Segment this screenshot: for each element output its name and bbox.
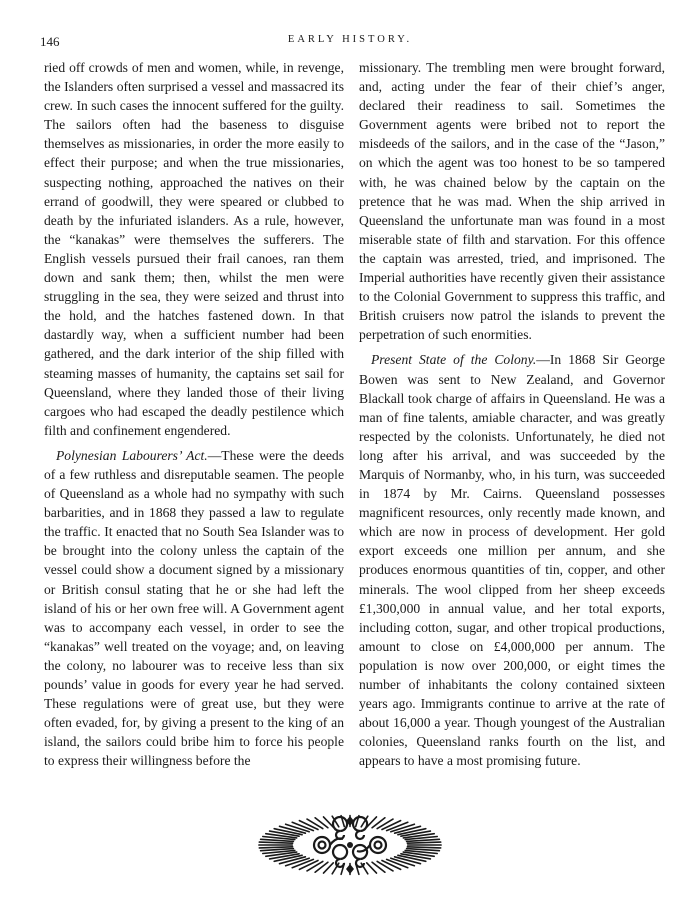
paragraph-labourers-act xyxy=(44,446,344,771)
right-column xyxy=(359,58,665,770)
paragraph-missionary-bribery: missionary. The trembling men were brought forward, and, acting under the fear of their chief’s anger, declared their readiness to sail. Sometimes the Government agents were bribed not to report the misdeeds of the sailors, and in the case of the “Jason,” on which the agent was too honest to be so tampered with, he was chained below by the captain on the pretence that he was mad. When the ship arrived in Queensland the unfortunate man was found in a most miserable state of filth and starvation. For this offence the captain was arrested, tried, and imprisoned. The Imperial authorities have recently given their assistance to the Colonial Government to suppress this traffic, and British cruisers now patrol the islands to prevent the perpetration of such enormities. xyxy=(359,60,665,343)
section-heading-present-state: Present State of the Colony. xyxy=(371,352,537,368)
section-heading-labourers-act: Polynesian Labourers’ Act. xyxy=(56,447,208,463)
left-column xyxy=(44,58,344,770)
paragraph-kanaka-raids: ried off crowds of men and women, while, in revenge, the Islanders often surprised a vessel and massacred its crew. In such cases the innocent suffered for the guilty. The sailors often had the baseness to disguise themselves as missionaries, in order the more easily to effect their purpose; and when the true missionaries, suspecting nothing, approached the natives on their errand of goodwill, they were speared or clubbed to death by the infuriated islanders. As a rule, however, the “kanakas” were themselves the sufferers. The English vessels pursued their frail canoes, ran them down and sank them; then, whilst the men were struggling in the sea, they were seized and thrust into the hold, and the hatches fastened down. In that dastardly way, when a sufficient number had been gathered, and the dark interior of the ship filled with steaming masses of humanity, the captains set sail for Queensland, where they landed those of their living cargoes who had escaped the deadly pestilence which filth and confinement engendered. xyxy=(44,60,344,438)
ornament-ray xyxy=(259,842,292,843)
paragraph-present-state-body: —In 1868 Sir George Bowen was sent to New Zealand, and Governor Blackall took charge of affairs in Queensland. He was a man of fine talents, amiable character, and was greatly respected by the colonists. Unfortunately, he died not long after his arrival, and was succeeded by the Marquis of Normanby, who, in his turn, was succeeded in 1874 by Mr. Cairns. Queensland possesses magnificent resources, only recently made known, and which are now in process of development. Her gold export exceeds one million per annum, and she produces enormous quantities of tin, copper, and other minerals. The wool clipped from her sheep exceeds £1,300,000 in annual value, and her total exports, including cotton, sugar, and other tropical productions, amount to close on £4,000,000 per annum. The population is now over 200,000, or eight times the number of inhabitants the colony contained sixteen years ago. Immigrants continue to arrive at the rate of about 16,000 a year. Though youngest of the Australian colonies, Queensland ranks fourth on the list, and appears to have a most promising future. xyxy=(359,352,665,769)
running-title: EARLY HISTORY. xyxy=(287,34,413,45)
tailpiece-ornament-icon xyxy=(255,812,445,878)
page-header xyxy=(40,34,660,50)
ornament-ray xyxy=(407,847,440,848)
page-number: 146 xyxy=(40,34,60,49)
ornament-ray xyxy=(407,842,440,843)
paragraph-labourers-act-body: —These were the deeds of a few ruthless and disreputable seamen. The people of Queensland as a whole had no sympathy with such barbarities, and in 1868 they passed a law to regulate the traffic. It enacted that no South Sea Islander was to be brought into the colony unless the captain of the vessel could show a document signed by a missionary or British consul stating that he or she had left the island of his or her own free will. A Government agent was to accompany each vessel, in order to see the “kanakas” well treated on the voyage; and, on leaving the colony, no labourer was to receive less than six pounds’ value in goods for every year he had served. These regulations were of great use, but they were often evaded, for, by giving a present to the king of an island, the sailors could bribe him to force his people to express their willingness before the xyxy=(44,447,345,769)
paragraph-present-state xyxy=(359,350,665,770)
ornament-ray xyxy=(259,847,292,848)
